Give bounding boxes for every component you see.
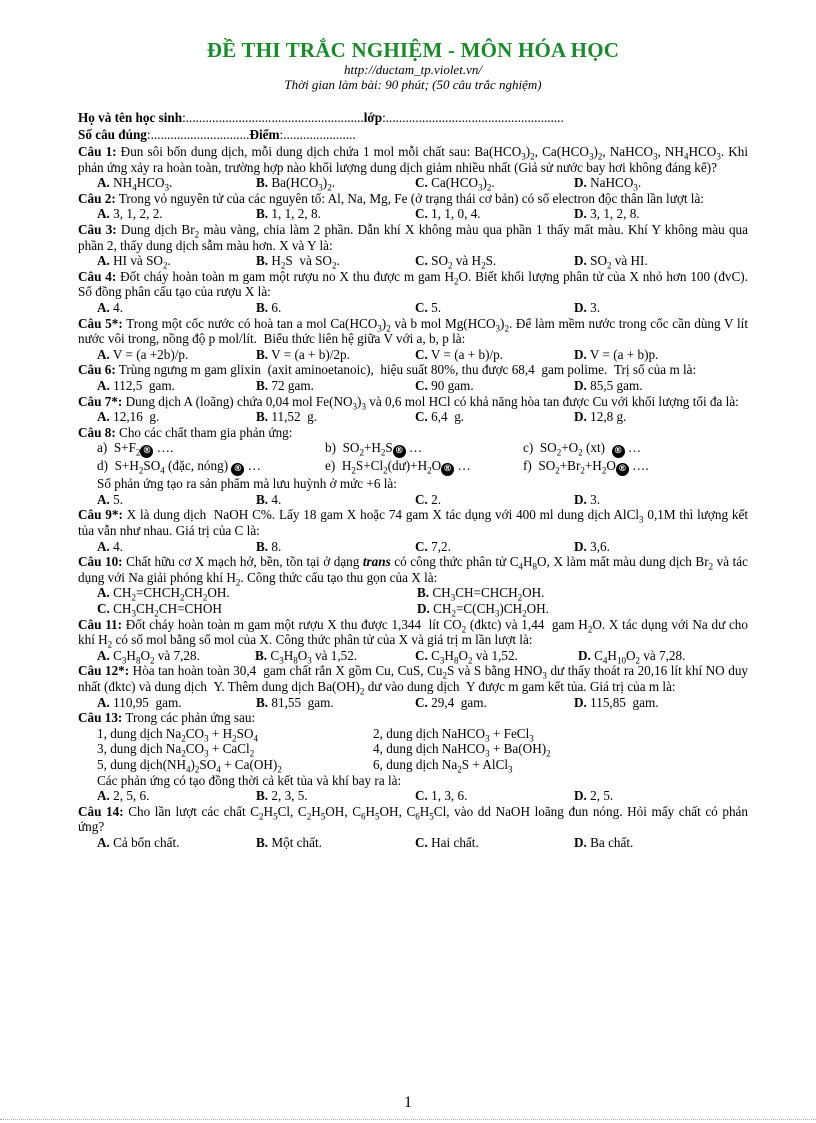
option[interactable]: A. $C_3H_8O_2$ và 7,28. (97, 647, 200, 666)
student-info (78, 110, 748, 144)
page-number: 1 (404, 1094, 412, 1111)
answers-9 (78, 539, 748, 555)
answers-13 (78, 788, 748, 804)
option[interactable]: A. 5. (97, 491, 124, 507)
option[interactable]: A. 2, 5, 6. (97, 788, 150, 804)
option[interactable]: A. Cả bốn chất. (97, 834, 180, 850)
option[interactable]: B. 81,55 gam. (256, 694, 334, 710)
option[interactable]: D. 2, 5. (574, 788, 614, 804)
question-9: Câu 9*: X là dung dịch NaOH C%. Lấy 18 gam X hoặc 74 gam X tác dụng với 400 ml dung dịch AlCl$_3$ 0,1M thì lượng kết tủa vẫn như nhau. Giá trị của C là: (78, 507, 749, 539)
option[interactable]: A. 4. (97, 538, 124, 554)
option[interactable]: B. $C_3H_8O_3$ và 1,52. (255, 647, 358, 666)
option[interactable]: B. V = (a + b)/2p. (256, 346, 350, 362)
answers-4 (78, 300, 748, 316)
option[interactable]: B. 72 gam. (256, 377, 314, 393)
option[interactable]: A. 110,95 gam. (97, 694, 182, 710)
footer-divider (0, 1119, 816, 1120)
question-6: Câu 6: Trùng ngưng m gam glixin (axit aminoetanoic), hiệu suất 80%, thu được 68,4 gam polime. Trị số của m là: (78, 362, 697, 378)
answers-6 (78, 378, 748, 394)
option[interactable]: B. Một chất. (256, 834, 322, 850)
option[interactable]: D. $SO_2$ và HI. (574, 253, 648, 271)
option[interactable]: D. 3. (574, 491, 601, 507)
option[interactable]: C. 7,2. (415, 538, 451, 554)
question-2: Câu 2: Trong vỏ nguyên tử của các nguyên tố: Al, Na, Mg, Fe (ở trạng thái cơ bản) có số electron độc thân lần lượt là: (78, 190, 704, 206)
option[interactable]: A. $CH_2=CHCH_2CH_2OH$. (97, 585, 230, 604)
question-10: Câu 10: Chất hữu cơ X mạch hở, bền, tồn tại ở dạng trans có công thức phân tử $C_4H_8O$, X làm mất màu dung dịch $Br_2$ và tác dụng với Na giải phóng khí $H_2$. Công thức cấu tạo thu gọn của X là: (78, 554, 748, 588)
question-12: Câu 12*: Hòa tan hoàn toàn 30,4 gam chất rắn X gồm Cu, CuS, $Cu_2S$ và S bằng $HNO_3$ dư thấy thoát ra 20,16 lít khí NO duy nhất (đktc) và dung dịch Y. Thêm dung dịch $Ba(OH)_2$ dư vào dung dịch Y được m gam kết tủa. Giá trị của m là: (78, 663, 749, 697)
option[interactable]: D. 3, 1, 2, 8. (574, 206, 640, 222)
option[interactable]: A. 112,5 gam. (97, 377, 175, 393)
answers-1 (78, 175, 748, 191)
answers-11 (78, 648, 748, 664)
option[interactable]: C. V = (a + b)/p. (415, 346, 504, 362)
option[interactable]: B. $CH_3CH=CHCH_2OH$. (417, 585, 545, 604)
option[interactable]: B. $H_2S$ và $SO_2$. (256, 253, 340, 271)
option[interactable]: A. $NH_4HCO_3$. (97, 175, 173, 193)
option[interactable]: C. Hai chất. (415, 834, 479, 850)
reaction: 3, dung dịch $Na_2CO_3$ + CaCl$_2$ (97, 741, 255, 760)
question-14: Câu 14: Cho lần lượt các chất $C_2H_5Cl$, $C_2H_5OH$, $C_6H_5OH$, $C_6H_5Cl$, vào dd NaOH loãng đun nóng. Hỏi mấy chất có phản ứng? (78, 803, 748, 835)
score-field: :...................... (279, 127, 356, 142)
exam-title: ĐỀ THI TRẮC NGHIỆM - MÔN HÓA HỌC (206, 38, 620, 62)
reaction: 5, dung $dịch(NH_4)_2SO_4 + Ca(OH)_2$ (97, 756, 282, 775)
score-label: Điểm (249, 127, 280, 142)
option[interactable]: C. 1, 3, 6. (415, 788, 468, 804)
option[interactable]: D. $CH_2=C(CH_3)CH_2OH$. (417, 601, 549, 619)
option[interactable]: C. 1, 1, 0, 4. (415, 206, 481, 222)
exam-duration: Thời gian làm bài: 90 phút; (50 câu trắc nghiệm) (284, 77, 542, 92)
exam-page (78, 38, 748, 851)
reaction: 4, dung dịch NaHCO$_3$ + $Ba(OH)_2$ (373, 741, 551, 760)
reaction: b) $SO_2+H_2S$ ® … (325, 440, 423, 458)
answers-10 (78, 585, 748, 619)
source-url: http://ductam_tp.violet.vn/ (344, 62, 482, 77)
question-1: Câu 1: Đun sôi bốn dung dịch, mỗi dung dịch chứa 1 mol mỗi chất sau: $Ba(HCO_3)_2$, $Ca(HCO_3)_2$, NaHCO$_3$, $NH_4HCO_3$. Khi phản ứng xảy ra hoàn toàn, trường hợp nào khối lượng dung dịch giảm nhiều nhất (Giả sử nước bay hơi không đáng kể)? (78, 144, 749, 175)
option[interactable]: C. $SO_2$ và $H_2S$. (415, 253, 497, 271)
option[interactable]: D. V = (a + b)p. (574, 346, 659, 362)
option[interactable]: B. 2, 3, 5. (256, 788, 308, 804)
question-8: Câu 8: Cho các chất tham gia phản ứng: (78, 424, 293, 440)
arrow-icon: ® (617, 464, 627, 475)
arrow-icon: ® (394, 446, 404, 457)
count-label: Số câu đúng (78, 127, 147, 142)
answers-3 (78, 253, 748, 269)
answers-12 (78, 695, 748, 711)
option[interactable]: C. 2. (415, 491, 442, 507)
question-3: Câu 3: Dung dịch $Br_2$ màu vàng, chia làm 2 phần. Dẫn khí X không màu qua phần 1 thấy mất màu. Khí Y không màu qua phần 2, thấy dung dịch sẫm màu hơn. X và Y là: (78, 221, 748, 253)
question-13: Câu 13: Trong các phản ứng sau: (78, 710, 256, 726)
answers-7 (78, 409, 748, 425)
option[interactable]: C. 90 gam. (415, 377, 474, 393)
option[interactable]: B. 1, 1, 2, 8. (256, 206, 321, 222)
class-field: :...................................................... (382, 110, 564, 125)
question-13-prompt: Các phản ứng có tạo đồng thời cả kết tủa và khí bay ra là: (97, 772, 402, 788)
option[interactable]: D. 12,8 g. (574, 409, 627, 425)
arrow-icon: ® (233, 464, 243, 475)
option[interactable]: A. HI và $SO_2$. (97, 253, 171, 271)
option[interactable]: D. 3. (574, 299, 601, 315)
option[interactable]: D. 3,6. (574, 538, 610, 554)
option[interactable]: D. 115,85 gam. (574, 694, 659, 710)
option[interactable]: D. NaHCO$_3$. (574, 175, 642, 193)
question-11: Câu 11: Đốt cháy hoàn toàn m gam một rượu X thu được 1,344 lít $CO_2$ (đktc) và 1,44 gam $H_2O$. X tác dụng với Na dư cho khí $H_2$ có số mol bằng số mol của X. Công thức phân tử của X và giá trị m lần lượt là: (78, 616, 748, 650)
answers-5 (78, 347, 748, 363)
option[interactable]: A. 12,16 g. (97, 409, 160, 425)
answers-2 (78, 206, 748, 222)
option[interactable]: C. 29,4 gam. (415, 694, 487, 710)
option[interactable]: B. 8. (256, 538, 282, 554)
reaction: e) $H_2S+Cl_2(dư)+H_2O$ ® … (325, 458, 471, 476)
question-8-prompt: Số phản ứng tạo ra sản phẩm mà lưu huỳnh ở mức +6 là: (97, 476, 397, 492)
reaction: 2, dung dịch NaHCO$_3$ + FeCl$_3$ (373, 725, 534, 744)
name-field: :...................................................... (182, 110, 364, 125)
answers-14 (78, 835, 748, 851)
option[interactable]: B. $Ba(HCO_3)_2$. (256, 175, 335, 193)
option[interactable]: C. 5. (415, 299, 442, 315)
option[interactable]: C. $C_3H_8O_2$ và 1,52. (415, 647, 518, 666)
reaction: f) $SO_2+Br_2+H_2O$ ® …. (523, 458, 649, 476)
count-field: :.............................. (146, 127, 250, 142)
reaction: 1, dung dịch $Na_2CO_3 + H_2SO_4$ (97, 725, 258, 744)
reaction: c) $SO_2+O_2$ (xt) ® … (523, 440, 642, 458)
option[interactable]: A. V = (a +2b)/p. (97, 346, 189, 362)
option[interactable]: A. 4. (97, 299, 124, 315)
reaction: 6, dung dịch $Na_2S$ + AlCl$_3$ (373, 756, 513, 775)
option[interactable]: D. $C_4H_{10}O_2$ và 7,28. (578, 647, 686, 666)
option[interactable]: C. $Ca(HCO_3)_2$. (415, 175, 495, 193)
option[interactable]: C. 6,4 g. (415, 409, 465, 425)
arrow-icon: ® (613, 446, 623, 457)
answers-8 (78, 492, 748, 508)
arrow-icon: ® (142, 446, 152, 457)
option[interactable]: D. 85,5 gam. (574, 377, 643, 393)
option[interactable]: A. 3, 1, 2, 2. (97, 206, 163, 222)
option[interactable]: B. 6. (256, 299, 282, 315)
arrow-icon: ® (443, 464, 453, 475)
question-5: Câu 5*: Trong một cốc nước có hoà tan a mol $Ca(HCO_3)_2$ và b mol $Mg(HCO_3)_2$. Để làm mềm nước trong cốc cần dùng V lít nước vôi trong, nồng độ p mol/lít. Biểu thức liên hệ giữa V với a, b, p là: (78, 315, 748, 347)
name-label: Họ và tên học sinh (78, 110, 183, 125)
option[interactable]: B. 11,52 g. (256, 409, 318, 425)
question-4: Câu 4: Đốt cháy hoàn toàn m gam một rượu no X thu được m gam $H_2O$. Biết khối lượng phân tử của X nhỏ hơn 100 (đvC). Số đồng phân cấu tạo của rượu X là: (78, 268, 748, 300)
reactions-13 (78, 726, 748, 773)
reaction: a) $S+F_2$ ® …. (97, 440, 174, 458)
reactions-8 (78, 440, 748, 476)
option[interactable]: B. 4. (256, 491, 282, 507)
option[interactable]: C. $CH_3CH_2CH=CHOH$ (97, 601, 222, 619)
class-label: lớp (363, 110, 383, 125)
question-7: Câu 7*: Dung dịch A (loãng) chứa 0,04 mol $Fe(NO_3)_3$ và 0,6 mol HCl có khả năng hòa tan được Cu với khối lượng tối đa là: (78, 393, 739, 412)
reaction: d) $S+H_2SO_4$ (đặc, nóng) ® … (97, 458, 261, 476)
option[interactable]: D. Ba chất. (574, 834, 634, 850)
